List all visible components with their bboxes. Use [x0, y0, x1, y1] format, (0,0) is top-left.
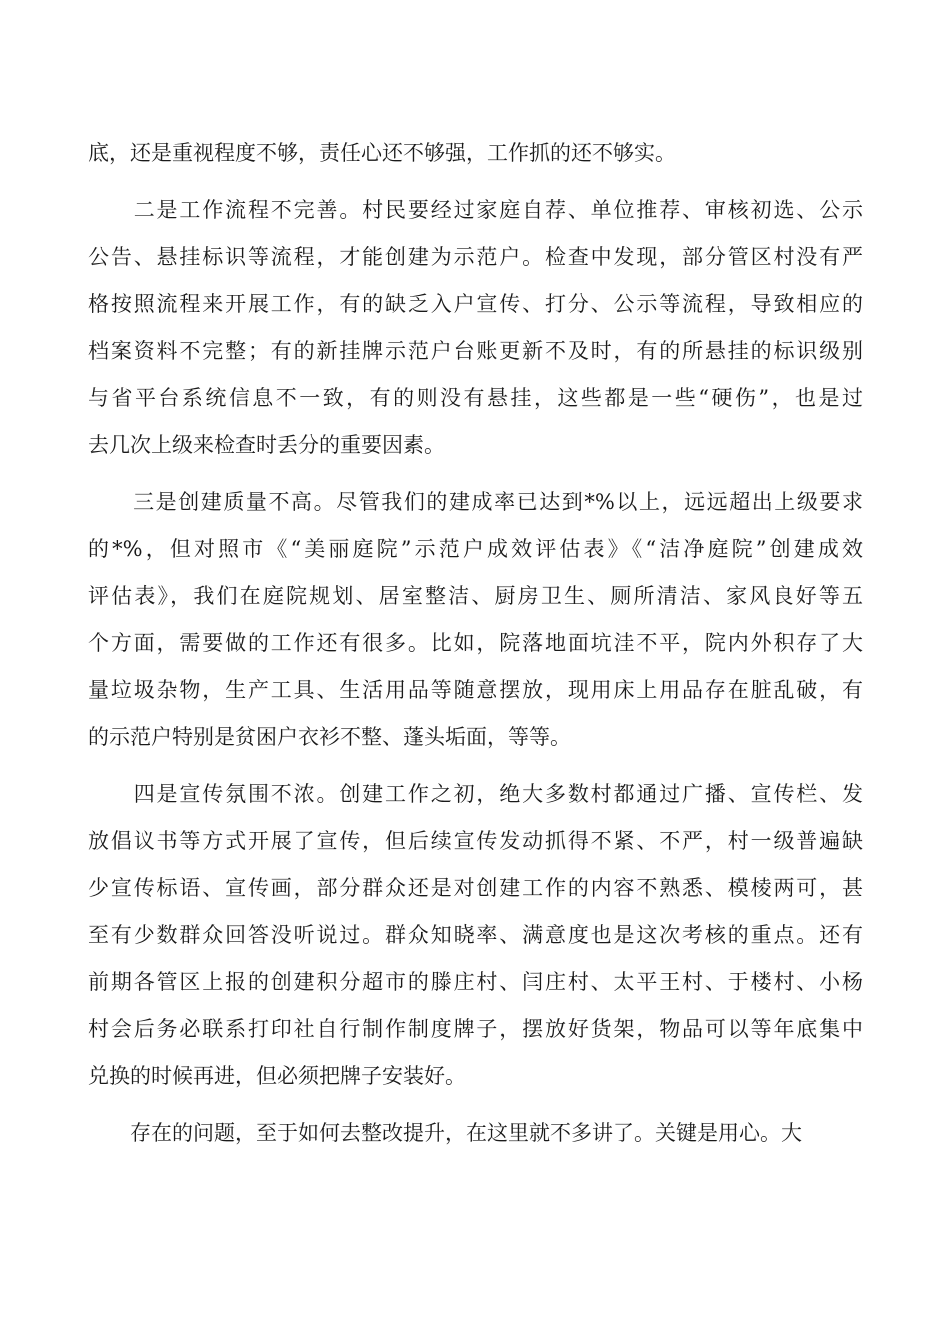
text-line: 的*%，但对照市《“美丽庭院”示范户成效评估表》《“洁净庭院”创建成效	[88, 537, 863, 561]
text-line: 村会后务必联系打印社自行制作制度牌子，摆放好货架，物品可以等年底集中	[88, 1017, 863, 1041]
text-line: 前期各管区上报的创建积分超市的滕庄村、闫庄村、太平王村、于楼村、小杨	[88, 970, 863, 994]
document-body	[88, 130, 863, 1167]
text-line: 四是宣传氛围不浓。创建工作之初，绝大多数村都通过广播、宣传栏、发	[88, 782, 863, 806]
text-line: 至有少数群众回答没听说过。群众知晓率、满意度也是这次考核的重点。还有	[88, 923, 863, 947]
text-line: 的示范户特别是贫困户衣衫不整、蓬头垢面，等等。	[88, 725, 571, 749]
text-line: 与省平台系统信息不一致，有的则没有悬挂，这些都是一些“硬伤”，也是过	[88, 386, 863, 410]
text-line: 个方面，需要做的工作还有很多。比如，院落地面坑洼不平，院内外积存了大	[88, 631, 863, 655]
text-line: 档案资料不完整；有的新挂牌示范户台账更新不及时，有的所悬挂的标识级别	[88, 339, 863, 363]
text-line: 兑换的时候再进，但必须把牌子安装好。	[88, 1064, 466, 1088]
text-line: 存在的问题，至于如何去整改提升，在这里就不多讲了。关键是用心。大	[88, 1121, 802, 1145]
text-line: 放倡议书等方式开展了宣传，但后续宣传发动抓得不紧、不严，村一级普遍缺	[88, 829, 863, 853]
text-line: 二是工作流程不完善。村民要经过家庭自荐、单位推荐、审核初选、公示	[88, 198, 863, 222]
text-line: 底，还是重视程度不够，责任心还不够强，工作抓的还不够实。	[88, 141, 676, 165]
paragraph	[88, 130, 863, 177]
paragraph	[88, 771, 863, 1100]
paragraph	[88, 187, 863, 469]
text-line: 公告、悬挂标识等流程，才能创建为示范户。检查中发现，部分管区村没有严	[88, 245, 863, 269]
text-line: 三是创建质量不高。尽管我们的建成率已达到*%以上，远远超出上级要求	[88, 490, 863, 514]
paragraph	[88, 479, 863, 761]
text-line: 评估表》，我们在庭院规划、居室整洁、厨房卫生、厕所清洁、家风良好等五	[88, 584, 863, 608]
paragraph	[88, 1110, 863, 1157]
text-line: 量垃圾杂物，生产工具、生活用品等随意摆放，现用床上用品存在脏乱破，有	[88, 678, 863, 702]
text-line: 少宣传标语、宣传画，部分群众还是对创建工作的内容不熟悉、模棱两可，甚	[88, 876, 863, 900]
text-line: 去几次上级来检查时丢分的重要因素。	[88, 433, 445, 457]
text-line: 格按照流程来开展工作，有的缺乏入户宣传、打分、公示等流程，导致相应的	[88, 292, 863, 316]
